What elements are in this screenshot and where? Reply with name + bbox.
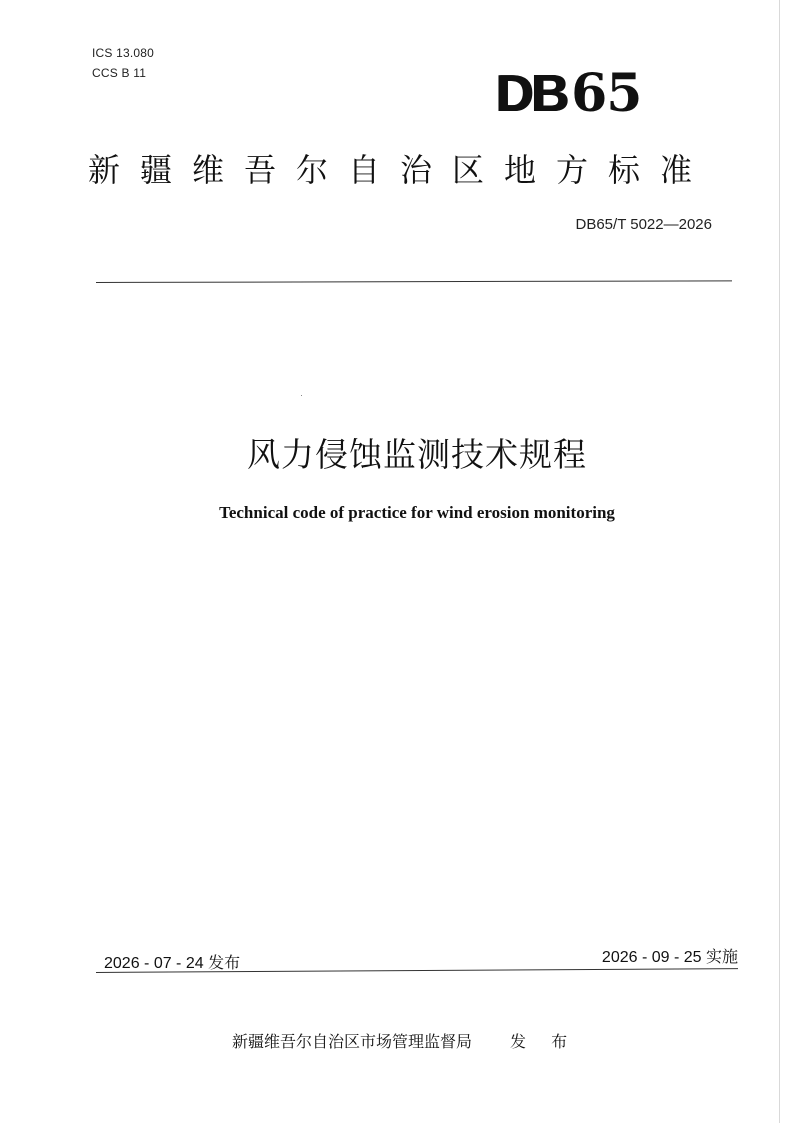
ics-code: ICS 13.080 [92, 46, 155, 60]
logo-prefix: DB [496, 65, 568, 123]
issue-label: 发 布 [510, 1032, 578, 1051]
standard-code: DB65/T 5022—2026 [575, 216, 712, 233]
scan-edge-line [779, 0, 780, 1123]
standard-type-heading: 新疆维吾尔自治区地方标准 [88, 151, 713, 189]
scan-speck [301, 395, 302, 396]
top-divider [96, 280, 732, 283]
document-title-chinese: 风力侵蚀监测技术规程 [247, 435, 587, 474]
ccs-code: CCS B 11 [92, 66, 147, 80]
db65-logo [494, 63, 642, 124]
issuer-name: 新疆维吾尔自治区市场管理监督局 [232, 1032, 473, 1051]
logo-number: 65 [571, 63, 642, 124]
implementation-date: 2026 - 09 - 25 实施 [601, 949, 738, 966]
document-title-english: Technical code of practice for wind erosion monitoring [219, 503, 615, 522]
release-date: 2026 - 07 - 24 发布 [104, 955, 241, 972]
issuer-row [232, 1029, 577, 1052]
